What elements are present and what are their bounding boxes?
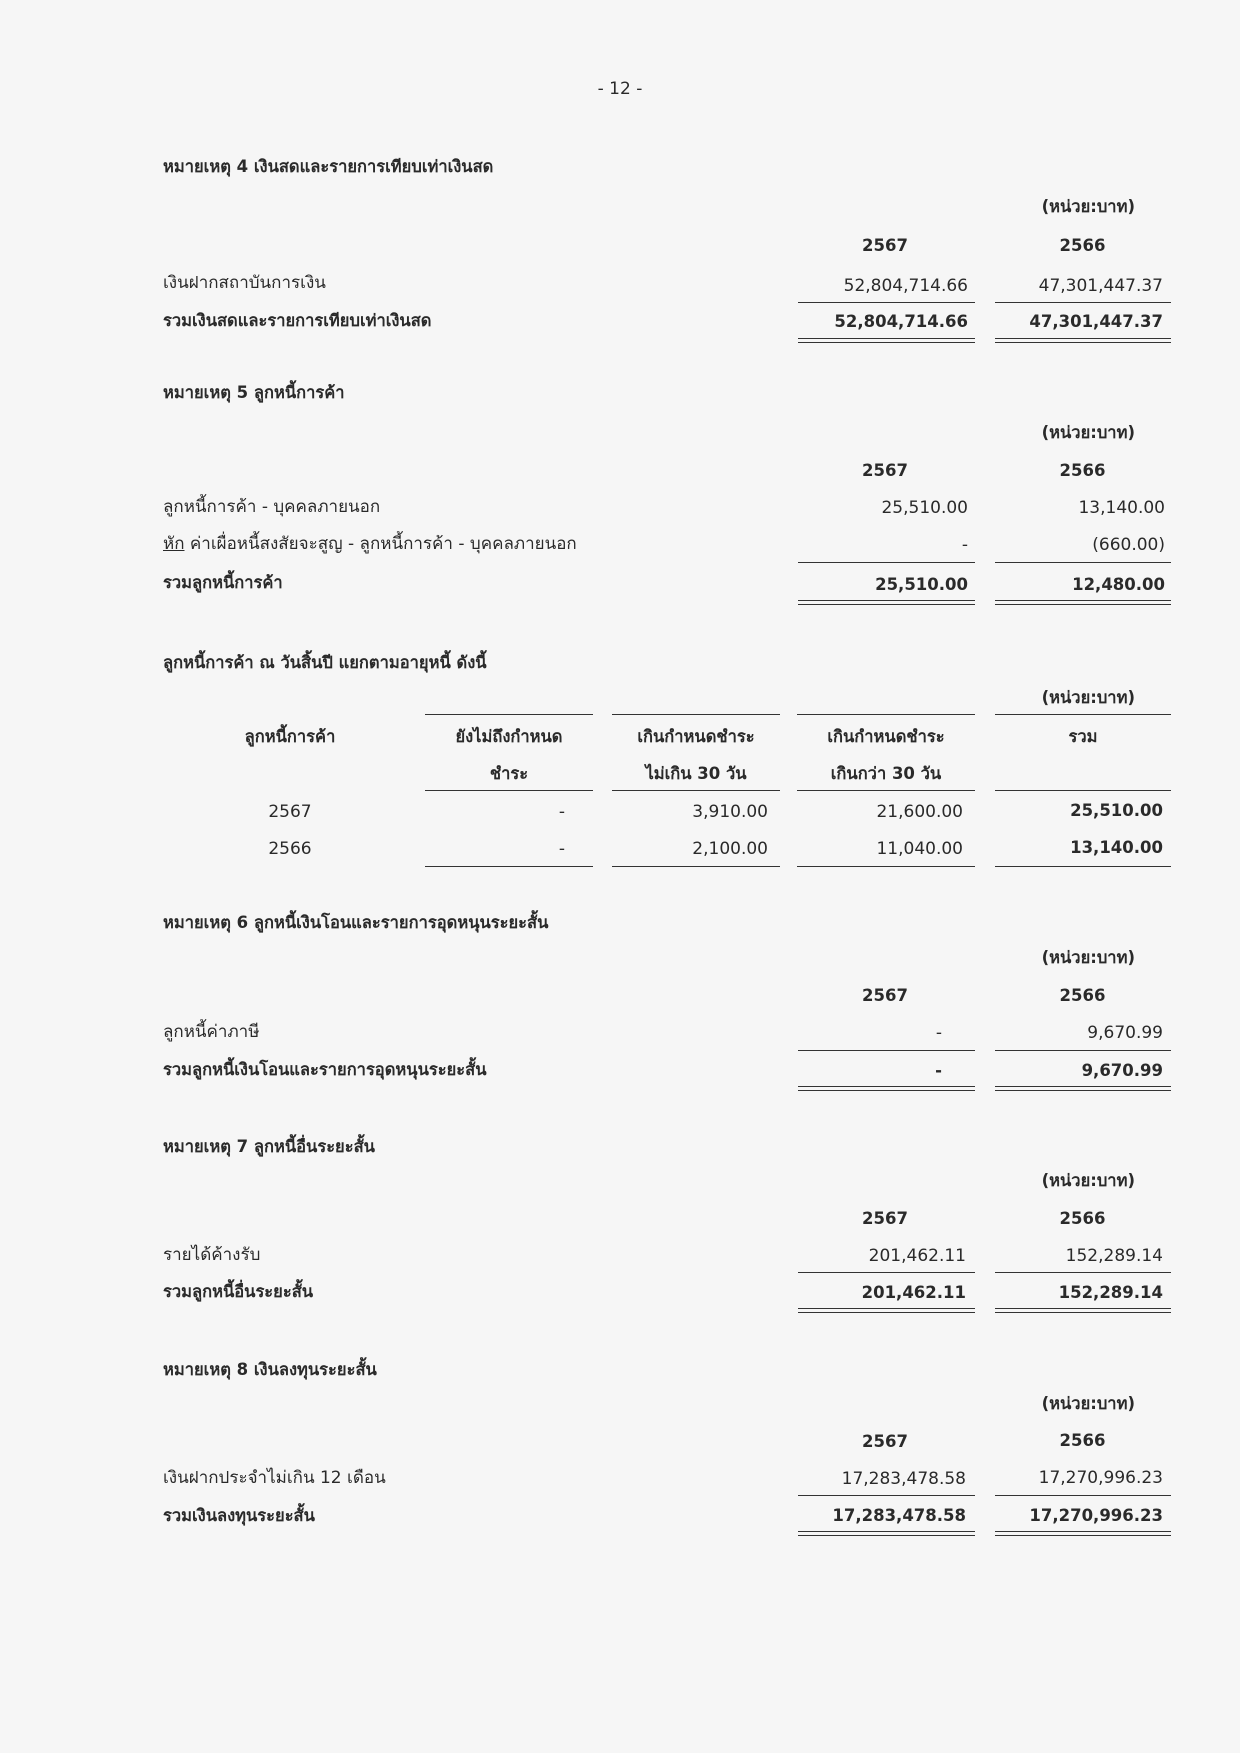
note6-total-double-line-2566 bbox=[995, 1086, 1171, 1091]
aging-bottom-line-over-30 bbox=[797, 866, 975, 867]
aging-row-2566-year: 2566 bbox=[268, 839, 312, 859]
aging-header-bottom-line-total bbox=[995, 790, 1171, 791]
note6-row1-2567: - bbox=[935, 1023, 942, 1043]
aging-col1-line2: ชำระ bbox=[489, 764, 529, 783]
note4-subtotal-line-2567 bbox=[798, 302, 975, 303]
note7-row1-2567: 201,462.11 bbox=[868, 1246, 966, 1266]
note4-row1-2567: 52,804,714.66 bbox=[843, 276, 968, 296]
note8-heading: หมายเหตุ 8 เงินลงทุนระยะสั้น bbox=[163, 1360, 377, 1379]
note4-unit: (หน่วย:บาท) bbox=[1041, 197, 1135, 216]
note8-row1-label: เงินฝากประจำไม่เกิน 12 เดือน bbox=[163, 1468, 386, 1488]
note7-row1-label: รายได้ค้างรับ bbox=[163, 1245, 261, 1265]
note8-row1-2566: 17,270,996.23 bbox=[1038, 1468, 1163, 1488]
note6-total-2567: - bbox=[935, 1061, 942, 1080]
aging-header-top-line-total bbox=[995, 714, 1171, 715]
aging-row-2566-not-due: - bbox=[558, 839, 565, 859]
note5-subtotal-line-2566 bbox=[995, 562, 1171, 563]
note5-row2-2566: (660.00) bbox=[1092, 535, 1165, 555]
note4-year-2566: 2566 bbox=[1059, 236, 1106, 255]
note5-row2-prefix: หัก bbox=[163, 534, 185, 554]
aging-row-2567-total: 25,510.00 bbox=[1070, 801, 1163, 820]
note6-year-2566: 2566 bbox=[1059, 986, 1106, 1005]
note4-total-double-line-2566 bbox=[995, 338, 1171, 343]
note6-total-double-line-2567 bbox=[798, 1086, 975, 1091]
note7-heading: หมายเหตุ 7 ลูกหนี้อื่นระยะสั้น bbox=[163, 1137, 375, 1156]
note5-heading: หมายเหตุ 5 ลูกหนี้การค้า bbox=[163, 383, 345, 402]
note8-year-2566: 2566 bbox=[1059, 1431, 1106, 1450]
note5-year-2567: 2567 bbox=[862, 461, 908, 480]
note6-total-2566: 9,670.99 bbox=[1081, 1061, 1163, 1080]
note4-total-label: รวมเงินสดและรายการเทียบเท่าเงินสด bbox=[163, 311, 432, 330]
note7-year-2567: 2567 bbox=[862, 1209, 908, 1228]
aging-col3-line1: เกินกำหนดชำระ bbox=[827, 727, 945, 746]
note4-row1-2566: 47,301,447.37 bbox=[1038, 276, 1163, 296]
aging-bottom-line-total bbox=[995, 866, 1171, 867]
note5-row1-label: ลูกหนี้การค้า - บุคคลภายนอก bbox=[163, 497, 381, 517]
note5-total-label: รวมลูกหนี้การค้า bbox=[163, 573, 283, 592]
note5-unit: (หน่วย:บาท) bbox=[1041, 423, 1135, 442]
aging-heading: ลูกหนี้การค้า ณ วันสิ้นปี แยกตามอายุหนี้ ดังนี้ bbox=[163, 653, 487, 672]
note5-total-2567: 25,510.00 bbox=[875, 575, 968, 594]
note5-total-double-line-2567 bbox=[798, 600, 975, 605]
aging-row-2567-over-30: 21,600.00 bbox=[876, 802, 963, 822]
aging-row-2567-within-30: 3,910.00 bbox=[692, 802, 768, 822]
note7-subtotal-line-2567 bbox=[798, 1272, 975, 1273]
note7-total-2567: 201,462.11 bbox=[861, 1283, 966, 1302]
note6-unit: (หน่วย:บาท) bbox=[1041, 948, 1135, 967]
note8-total-2567: 17,283,478.58 bbox=[832, 1506, 966, 1525]
note8-total-label: รวมเงินลงทุนระยะสั้น bbox=[163, 1506, 315, 1525]
note7-total-2566: 152,289.14 bbox=[1058, 1283, 1163, 1302]
note7-row1-2566: 152,289.14 bbox=[1065, 1246, 1163, 1266]
note6-year-2567: 2567 bbox=[862, 986, 908, 1005]
note5-row2-label: ค่าเผื่อหนี้สงสัยจะสูญ - ลูกหนี้การค้า - บุคคลภายนอก bbox=[184, 534, 577, 554]
note4-subtotal-line-2566 bbox=[995, 302, 1171, 303]
note5-row2 bbox=[163, 533, 577, 555]
aging-bottom-line-within-30 bbox=[612, 866, 780, 867]
aging-col2-line2: ไม่เกิน 30 วัน bbox=[645, 764, 747, 783]
note6-subtotal-line-2567 bbox=[798, 1050, 975, 1051]
note7-total-double-line-2567 bbox=[798, 1308, 975, 1313]
aging-header-bottom-line-over-30 bbox=[797, 790, 975, 791]
note7-unit: (หน่วย:บาท) bbox=[1041, 1171, 1135, 1190]
aging-col2-line1: เกินกำหนดชำระ bbox=[637, 727, 755, 746]
aging-col3-line2: เกินกว่า 30 วัน bbox=[830, 764, 942, 783]
note8-total-double-line-2567 bbox=[798, 1531, 975, 1536]
note5-row2-2567: - bbox=[961, 535, 968, 555]
aging-col4: รวม bbox=[1068, 727, 1098, 746]
note5-total-2566: 12,480.00 bbox=[1072, 575, 1165, 594]
aging-bottom-line-not-due bbox=[425, 866, 593, 867]
note6-row1-label: ลูกหนี้ค่าภาษี bbox=[163, 1022, 260, 1042]
note5-row1-2566: 13,140.00 bbox=[1078, 498, 1165, 518]
note8-total-double-line-2566 bbox=[995, 1531, 1171, 1536]
aging-header-bottom-line-within-30 bbox=[612, 790, 780, 791]
aging-header-top-line-within-30 bbox=[612, 714, 780, 715]
aging-row-2566-over-30: 11,040.00 bbox=[876, 839, 963, 859]
note7-year-2566: 2566 bbox=[1059, 1209, 1106, 1228]
note5-subtotal-line-2567 bbox=[798, 562, 975, 563]
note4-heading: หมายเหตุ 4 เงินสดและรายการเทียบเท่าเงินสด bbox=[163, 157, 494, 176]
note4-row1-label: เงินฝากสถาบันการเงิน bbox=[163, 273, 326, 293]
aging-header-top-line-over-30 bbox=[797, 714, 975, 715]
note5-year-2566: 2566 bbox=[1059, 461, 1106, 480]
note6-row1-2566: 9,670.99 bbox=[1087, 1023, 1163, 1043]
note5-total-double-line-2566 bbox=[995, 600, 1171, 605]
aging-row-2567-not-due: - bbox=[558, 802, 565, 822]
note4-total-2567: 52,804,714.66 bbox=[834, 312, 968, 331]
note6-subtotal-line-2566 bbox=[995, 1050, 1171, 1051]
page-number: - 12 - bbox=[597, 79, 643, 99]
aging-unit: (หน่วย:บาท) bbox=[1041, 688, 1135, 707]
note4-total-double-line-2567 bbox=[798, 338, 975, 343]
note7-subtotal-line-2566 bbox=[995, 1272, 1171, 1273]
aging-row-2566-total: 13,140.00 bbox=[1070, 838, 1163, 857]
aging-header-bottom-line-not-due bbox=[425, 790, 593, 791]
note8-total-2566: 17,270,996.23 bbox=[1029, 1506, 1163, 1525]
aging-header-top-line-not-due bbox=[425, 714, 593, 715]
aging-row-2567-year: 2567 bbox=[268, 802, 312, 822]
aging-row-2566-within-30: 2,100.00 bbox=[692, 839, 768, 859]
aging-col1-line1: ยังไม่ถึงกำหนด bbox=[455, 727, 563, 746]
note4-total-2566: 47,301,447.37 bbox=[1029, 312, 1163, 331]
note6-heading: หมายเหตุ 6 ลูกหนี้เงินโอนและรายการอุดหนุนระยะสั้น bbox=[163, 913, 549, 932]
note5-row1-2567: 25,510.00 bbox=[881, 498, 968, 518]
note8-unit: (หน่วย:บาท) bbox=[1041, 1394, 1135, 1413]
note4-year-2567: 2567 bbox=[862, 236, 908, 255]
note6-total-label: รวมลูกหนี้เงินโอนและรายการอุดหนุนระยะสั้น bbox=[163, 1060, 487, 1079]
note7-total-double-line-2566 bbox=[995, 1308, 1171, 1313]
aging-col-label: ลูกหนี้การค้า bbox=[244, 727, 336, 746]
note8-year-2567: 2567 bbox=[862, 1432, 908, 1451]
note7-total-label: รวมลูกหนี้อื่นระยะสั้น bbox=[163, 1282, 314, 1301]
note8-subtotal-line-2567 bbox=[798, 1495, 975, 1496]
note8-row1-2567: 17,283,478.58 bbox=[841, 1469, 966, 1489]
note8-subtotal-line-2566 bbox=[995, 1495, 1171, 1496]
